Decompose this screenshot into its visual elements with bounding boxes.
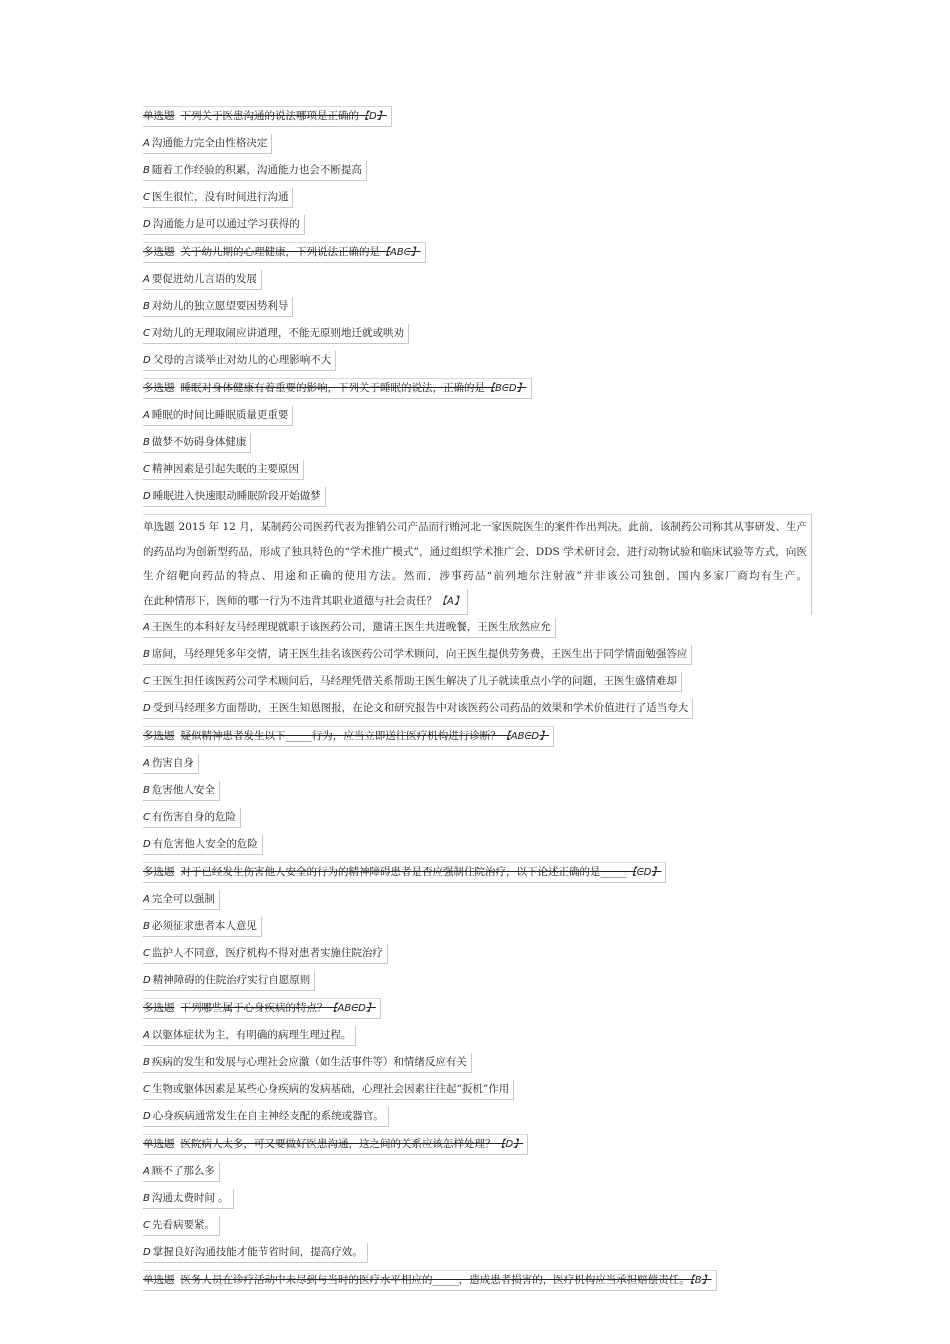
option-letter: D <box>143 219 151 230</box>
question-block <box>143 106 823 235</box>
question-stem <box>143 998 381 1019</box>
question-stem <box>143 1134 528 1155</box>
question-type: 多选题 <box>143 866 175 879</box>
option-line <box>143 917 262 937</box>
option-line <box>143 835 263 855</box>
option-text: 沟通能力完全由性格决定 <box>151 137 268 149</box>
question-stem <box>143 862 666 883</box>
option-text: 王医生的本科好友马经理现就职于该医药公司，邀请王医生共进晚餐，王医生欣然应允 <box>151 621 551 634</box>
option-text: 疾病的发生和发展与心理社会应激（如生活事件等）和情绪反应有关 <box>151 1056 467 1069</box>
question-type: 单选题 <box>143 1274 175 1287</box>
option-text: 随着工作经验的积累，沟通能力也会不断提高 <box>151 164 362 176</box>
option-text: 精神因素是引起失眠的主要原因 <box>151 463 299 475</box>
option-letter: C <box>143 1084 150 1096</box>
question-tail <box>143 589 468 616</box>
option-letter: B <box>143 785 150 797</box>
option-text: 完全可以强制 <box>151 893 215 906</box>
option-text: 危害他人安全 <box>151 784 215 797</box>
option-text: 王医生担任该医药公司学术顾问后，马经理凭借关系帮助王医生解决了儿子就读重点小学的问题，王医生盛情难却 <box>151 675 677 688</box>
option-letter: A <box>143 1030 150 1042</box>
option-line <box>143 645 692 665</box>
option-text: 监护人不同意，医疗机构不得对患者实施住院治疗 <box>151 947 383 960</box>
option-line <box>143 754 199 774</box>
question-type: 单选题 <box>143 110 175 122</box>
option-text: 对幼儿的独立愿望要因势利导 <box>151 300 289 312</box>
option-letter: C <box>143 328 150 339</box>
answer-key: 【D】 <box>359 111 387 122</box>
question-type: 多选题 <box>143 246 175 258</box>
option-text: 席间，马经理凭多年交情，请王医生挂名该医药公司学术顾问，向王医生提供劳务费，王医生出于同学情面勉强答应 <box>151 648 688 661</box>
option-text: 睡眠的时间比睡眠质量更重要 <box>151 409 289 421</box>
question-type: 多选题 <box>143 1002 175 1015</box>
option-line <box>143 270 262 290</box>
question-text: 下列哪些属于心身疾病的特点？ <box>180 1002 328 1015</box>
question-text: 关于幼儿期的心理健康，下列说法正确的是 <box>180 246 380 258</box>
option-letter: C <box>143 192 150 203</box>
option-line <box>143 944 388 964</box>
option-letter: D <box>143 839 151 851</box>
question-block <box>143 514 823 719</box>
question-text-tail: 在此种情形下，医师的哪一行为不违背其职业道德与社会责任？ <box>143 594 437 607</box>
option-letter: D <box>143 491 151 502</box>
answer-key: 【BCD】 <box>485 383 527 394</box>
option-letter: D <box>143 703 151 715</box>
option-text: 顾不了那么多 <box>151 1165 215 1178</box>
option-line <box>143 1243 368 1263</box>
option-letter: A <box>143 274 150 285</box>
option-letter: A <box>143 622 150 634</box>
option-letter: B <box>143 437 150 448</box>
option-text: 沟通太费时间 。 <box>151 1192 229 1205</box>
option-line <box>143 324 409 344</box>
option-line <box>143 1216 220 1236</box>
question-text: 下列关于医患沟通的说法哪项是正确的 <box>180 110 359 122</box>
option-line <box>143 971 315 991</box>
option-line <box>143 1189 234 1209</box>
option-text: 心身疾病通常发生在自主神经支配的系统或器官。 <box>152 1110 384 1123</box>
question-type: 单选题 <box>143 521 175 533</box>
option-text: 医生很忙，没有时间进行沟通 <box>151 191 289 203</box>
question-text: 医院病人太多，可又要做好医患沟通，这之间的关系应该怎样处理？ <box>180 1138 496 1151</box>
answer-key: 【ABCD】 <box>327 1003 376 1015</box>
option-text: 有危害他人安全的危险 <box>152 838 258 851</box>
answer-key: 【A】 <box>437 595 464 607</box>
option-line <box>143 351 336 371</box>
option-text: 以躯体症状为主，有明确的病理生理过程。 <box>151 1029 352 1042</box>
answer-key: 【CD】 <box>626 867 662 879</box>
question-text: 对于已经发生伤害他人安全的行为的精神障碍患者是否应强制住院治疗，以下论述正确的是_____ <box>180 866 627 879</box>
option-line <box>143 672 682 692</box>
option-letter: B <box>143 1057 150 1069</box>
option-letter: D <box>143 975 151 987</box>
question-block <box>143 1270 823 1291</box>
option-text: 先看病要紧。 <box>151 1219 215 1232</box>
question-type: 多选题 <box>143 382 175 394</box>
option-text: 掌握良好沟通技能才能节省时间，提高疗效。 <box>152 1246 363 1259</box>
option-line <box>143 1107 389 1127</box>
question-text: 2015 年 12 月，某制药公司医药代表为推销公司产品而行贿河北一家医院医生的案件作出判决。此前，该制药公司称其从事研发、生产的药品均为创新型药品，形成了独具特色的“学术推广模式”，通过组织学术推广会、DDS 学术研讨会，进行动物试验和临床试验等方式，向医生介绍靶向药品的特点、用途和正确的使用方法。然而，涉事药品“前列地尔注射液”并非该公司独创，国内多家厂商均有生产。 <box>143 521 808 583</box>
option-letter: B <box>143 649 150 661</box>
question-text: 医务人员在诊疗活动中未尽到与当时的医疗水平相应的_____，造成患者损害的，医疗机构应当承担赔偿责任。 <box>180 1274 690 1287</box>
option-line <box>143 487 326 507</box>
option-letter: A <box>143 894 150 906</box>
option-letter: C <box>143 464 150 475</box>
answer-key: 【ABCD】 <box>500 731 550 743</box>
question-type: 单选题 <box>143 1138 175 1151</box>
answer-key: 【B】 <box>689 1275 712 1287</box>
question-stem <box>143 242 426 263</box>
question-list <box>143 106 823 1298</box>
option-letter: C <box>143 676 150 688</box>
option-text: 对幼儿的无理取闹应讲道理，不能无原则地迁就或哄劝 <box>151 327 404 339</box>
option-letter: B <box>143 165 150 176</box>
option-line <box>143 460 304 480</box>
option-letter: A <box>143 1166 150 1178</box>
question-stem <box>143 378 532 399</box>
question-stem <box>143 1270 717 1291</box>
question-block <box>143 242 823 371</box>
question-block <box>143 998 823 1127</box>
question-stem <box>143 514 812 615</box>
option-line <box>143 433 251 453</box>
question-block <box>143 378 823 507</box>
option-letter: C <box>143 948 150 960</box>
option-line <box>143 618 556 638</box>
option-letter: A <box>143 138 150 149</box>
option-letter: A <box>143 758 150 770</box>
option-line <box>143 781 220 801</box>
option-letter: C <box>143 812 150 824</box>
option-letter: B <box>143 1193 150 1205</box>
option-text: 有伤害自身的危险 <box>151 811 236 824</box>
question-stem <box>143 726 554 747</box>
question-block <box>143 726 823 855</box>
option-text: 沟通能力是可以通过学习获得的 <box>152 218 300 230</box>
option-line <box>143 1080 514 1100</box>
option-text: 做梦不妨碍身体健康 <box>151 436 247 448</box>
question-text: 疑似精神患者发生以下_____行为，应当立即送往医疗机构进行诊断？ <box>180 730 501 743</box>
question-type: 多选题 <box>143 730 175 743</box>
option-text: 睡眠进入快速眼动睡眠阶段开始做梦 <box>152 490 321 502</box>
answer-key: 【D】 <box>495 1139 524 1151</box>
option-line <box>143 1162 220 1182</box>
option-letter: D <box>143 1111 151 1123</box>
option-text: 受到马经理多方面帮助，王医生知恩图报，在论文和研究报告中对该医药公司药品的效果和学术价值进行了适当夸大 <box>152 702 689 715</box>
option-line <box>143 406 293 426</box>
option-line <box>143 1053 472 1073</box>
option-letter: A <box>143 410 150 421</box>
option-line <box>143 1026 356 1046</box>
question-text: 睡眠对身体健康有着重要的影响，下列关于睡眠的说法，正确的是 <box>180 382 485 394</box>
option-line <box>143 297 293 317</box>
option-text: 必须征求患者本人意见 <box>151 920 257 933</box>
option-letter: D <box>143 355 151 366</box>
option-line <box>143 188 293 208</box>
option-text: 伤害自身 <box>151 757 194 770</box>
question-block <box>143 862 823 991</box>
question-stem <box>143 106 392 127</box>
option-letter: B <box>143 301 150 312</box>
option-text: 生物或躯体因素是某些心身疾病的发病基础，心理社会因素往往起“扳机”作用 <box>151 1083 510 1096</box>
question-block <box>143 1134 823 1263</box>
option-text: 要促进幼儿言语的发展 <box>151 273 257 285</box>
option-line <box>143 808 241 828</box>
option-line <box>143 161 367 181</box>
option-letter: B <box>143 921 150 933</box>
option-line <box>143 890 220 910</box>
answer-key: 【ABC】 <box>380 247 421 258</box>
option-text: 父母的言谈举止对幼儿的心理影响不大 <box>152 354 332 366</box>
option-text: 精神障碍的住院治疗实行自愿原则 <box>152 974 311 987</box>
option-line <box>143 699 693 719</box>
option-letter: D <box>143 1247 151 1259</box>
option-letter: C <box>143 1220 150 1232</box>
option-line <box>143 215 305 235</box>
option-line <box>143 134 272 154</box>
